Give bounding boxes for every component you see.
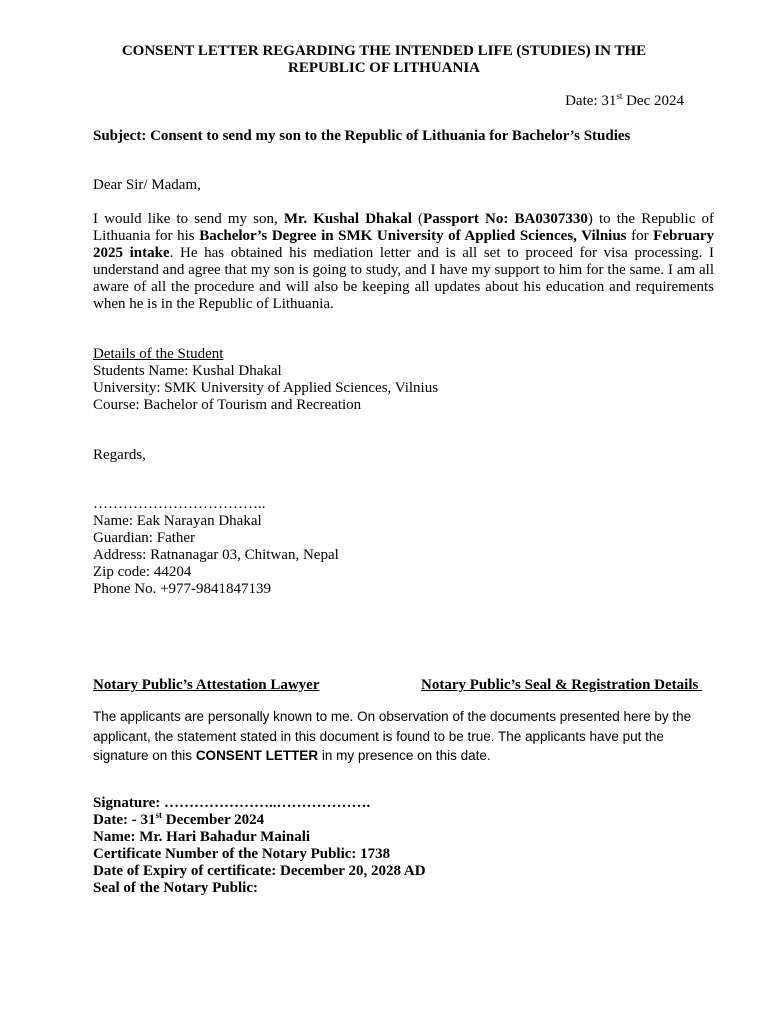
subject-line: Subject: Consent to send my son to the Republic of Lithuania for Bachelor’s Studies [93, 128, 631, 144]
body-paragraph [93, 211, 714, 313]
notary-date-prefix: Date: - 31 [93, 812, 156, 828]
notary-certificate-expiry: Date of Expiry of certificate: December 20, 2028 AD [93, 863, 426, 879]
guardian-phone: Phone No. +977-9841847139 [93, 581, 272, 597]
date-prefix: Date: 31 [565, 93, 617, 109]
letter-date [565, 93, 684, 110]
title-line-2: REPUBLIC OF LITHUANIA [288, 60, 480, 76]
notary-details [93, 795, 426, 897]
body-text: ) to the Republic of Lithuania for his [93, 211, 715, 244]
guardian-signature-line: …………………………….. [93, 496, 266, 512]
document-title [93, 43, 675, 77]
notary-certificate-number: Certificate Number of the Notary Public: 1738 [93, 846, 391, 862]
guardian-zip: Zip code: 44204 [93, 564, 192, 580]
attest-text: The applicants are personally known to me. On observation of the documents presented here by the applicant, the statement stated in this document is found to be true. The applicants have put the signature on this [93, 709, 692, 763]
notary-attestation-paragraph [93, 707, 713, 766]
notary-date [93, 812, 426, 829]
notary-name: Name: Mr. Hari Bahadur Mainali [93, 829, 311, 845]
son-name: Mr. Kushal Dhakal [283, 211, 412, 227]
guardian-name: Name: Eak Narayan Dhakal [93, 513, 262, 529]
student-details-heading: Details of the Student [93, 346, 224, 362]
attest-document-name: CONSENT LETTER [195, 748, 319, 763]
body-text: I would like to send my son, [93, 211, 284, 227]
body-text: . He has obtained his mediation letter and is all set to proceed for visa processing. I understand and agree that my son is going to study, and I have my support to him for the same. I am all aware of all the procedure and will also be keeping all updates about his education and requirements when he is in the Republic of Lithuania. [93, 245, 714, 312]
closing: Regards, [93, 447, 146, 463]
notary-seal-label: Seal of the Notary Public: [93, 880, 258, 896]
date-suffix: Dec 2024 [622, 93, 684, 109]
salutation: Dear Sir/ Madam, [93, 177, 201, 193]
notary-seal-heading: Notary Public’s Seal & Registration Details [421, 677, 703, 693]
date-ordinal: st [616, 91, 623, 101]
degree-program: Bachelor’s Degree in SMK University of Applied Sciences, Vilnius [199, 228, 627, 244]
guardian-details [93, 496, 339, 598]
notary-attestation-heading: Notary Public’s Attestation Lawyer [93, 677, 320, 693]
attest-text: in my presence on this date. [318, 748, 491, 763]
student-course: Course: Bachelor of Tourism and Recreation [93, 397, 362, 413]
notary-date-suffix: December 2024 [161, 812, 265, 828]
guardian-address: Address: Ratnanagar 03, Chitwan, Nepal [93, 547, 339, 563]
passport-number: Passport No: BA0307330 [423, 211, 588, 227]
student-details [93, 346, 438, 414]
title-line-1: CONSENT LETTER REGARDING THE INTENDED LIFE (STUDIES) IN THE [121, 43, 647, 59]
student-name: Students Name: Kushal Dhakal [93, 363, 282, 379]
notary-date-ordinal: st [155, 810, 162, 820]
student-university: University: SMK University of Applied Sciences, Vilnius [93, 380, 439, 396]
body-text: for [626, 228, 654, 244]
notary-signature-line: Signature: …………………..………………. [93, 795, 371, 811]
guardian-relation: Guardian: Father [93, 530, 196, 546]
body-text: ( [411, 211, 424, 227]
intake: February 2025 intake [93, 228, 714, 261]
